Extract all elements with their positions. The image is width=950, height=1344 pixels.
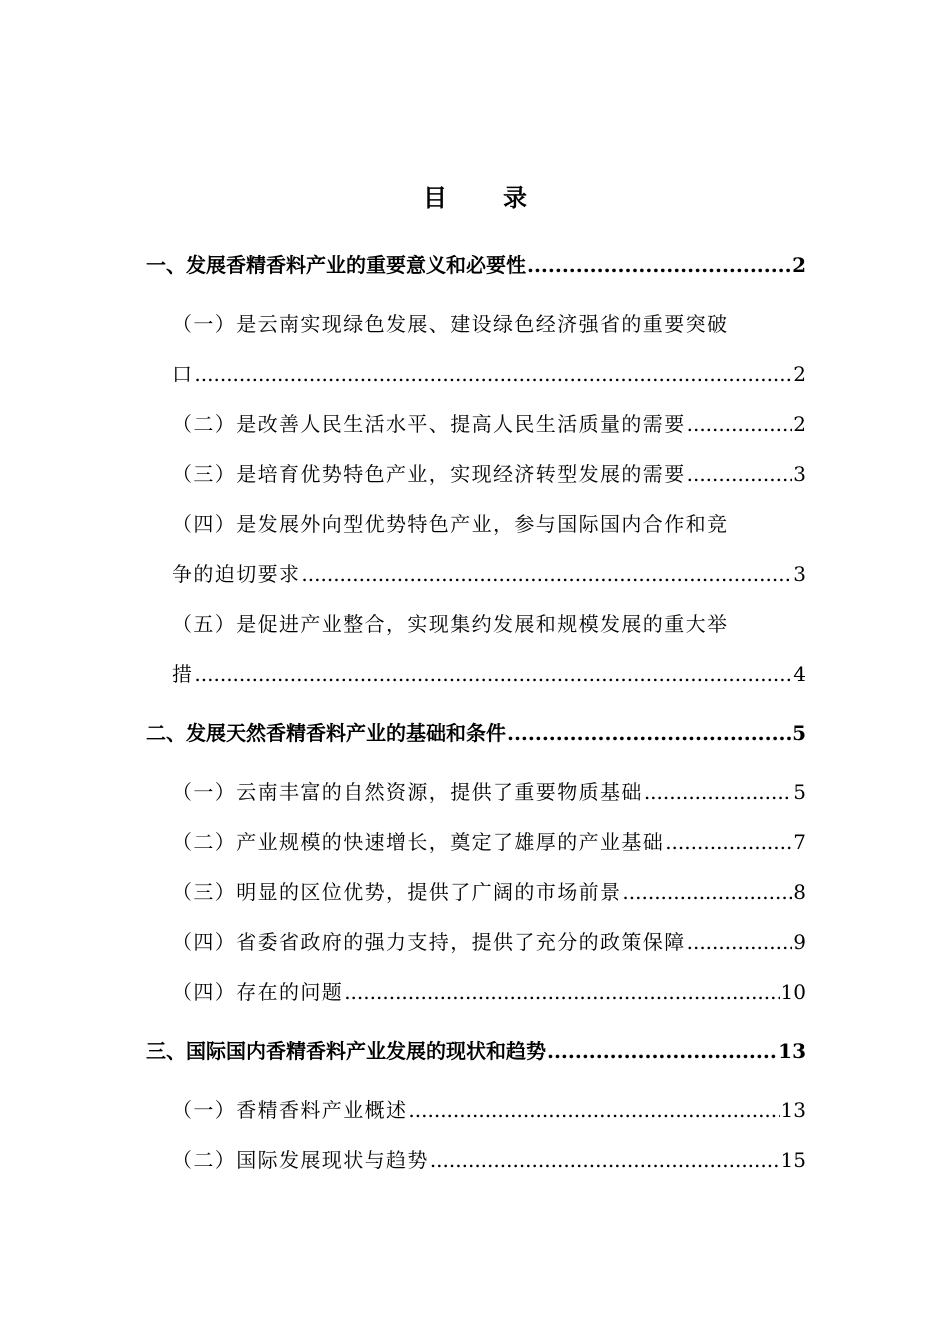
- toc-page-number: 3: [793, 562, 806, 586]
- dot-leader: [687, 917, 793, 967]
- dot-leader: [194, 649, 792, 699]
- toc-entry-text: 三、国际国内香精香料产业发展的现状和趋势: [146, 1039, 546, 1063]
- dot-leader: [527, 240, 791, 290]
- toc-entry-text-line1: （五）是促进产业整合，实现集约发展和规模发展的重大举: [172, 612, 729, 636]
- toc-entry-text: 二、发展天然香精香料产业的基础和条件: [146, 721, 506, 745]
- toc-page-number: 9: [793, 930, 806, 954]
- toc-page-number: 4: [793, 662, 806, 686]
- toc-entry-text: （四）存在的问题: [172, 980, 344, 1004]
- toc-page-number: 2: [793, 362, 806, 386]
- page-title: 目 录: [423, 183, 543, 212]
- toc-page-number: 8: [793, 880, 806, 904]
- toc-entry-text: （四）省委省政府的强力支持，提供了充分的政策保障: [172, 930, 686, 954]
- toc-entry-text: （三）是培育优势特色产业，实现经济转型发展的需要: [172, 462, 686, 486]
- dot-leader: [507, 708, 791, 758]
- toc-page-number: 7: [793, 830, 806, 854]
- toc-subsection-entry[interactable]: [146, 499, 806, 599]
- toc-page-number: 10: [780, 980, 806, 1004]
- toc-entry-text: （一）香精香料产业概述: [172, 1098, 408, 1122]
- dot-leader: [687, 399, 793, 449]
- dot-leader: [430, 1135, 780, 1185]
- dot-leader: [665, 817, 792, 867]
- toc-page-number: 2: [793, 412, 806, 436]
- toc-page-number: 5: [793, 780, 806, 804]
- toc-subsection-entry[interactable]: [146, 867, 806, 917]
- dot-leader: [644, 767, 792, 817]
- toc-entry-text: 措: [172, 662, 194, 686]
- toc-section-entry[interactable]: [146, 1026, 806, 1076]
- toc-page-number: 5: [792, 721, 806, 745]
- toc-entry-text: （三）明显的区位优势，提供了广阔的市场前景: [172, 880, 622, 904]
- dot-leader: [622, 867, 792, 917]
- dot-leader: [194, 349, 792, 399]
- toc-page-number: 2: [792, 253, 806, 277]
- toc-subsection-entry[interactable]: [146, 917, 806, 967]
- toc-page-number: 13: [780, 1098, 806, 1122]
- toc-subsection-entry[interactable]: [146, 967, 806, 1017]
- toc-entry-text: （二）产业规模的快速增长，奠定了雄厚的产业基础: [172, 830, 665, 854]
- toc-subsection-entry[interactable]: [146, 599, 806, 699]
- dot-leader: [408, 1085, 779, 1135]
- toc-subsection-entry[interactable]: [146, 449, 806, 499]
- toc-section-entry[interactable]: [146, 708, 806, 758]
- toc-entry-text: 争的迫切要求: [172, 562, 301, 586]
- toc-section-entry[interactable]: [146, 240, 806, 290]
- toc-entry-text-line1: （四）是发展外向型优势特色产业，参与国际国内合作和竞: [172, 512, 729, 536]
- toc-subsection-entry[interactable]: [146, 1135, 806, 1185]
- table-of-contents: [146, 240, 806, 1185]
- toc-entry-text: 口: [172, 362, 194, 386]
- toc-entry-text: （一）云南丰富的自然资源，提供了重要物质基础: [172, 780, 643, 804]
- dot-leader: [344, 967, 779, 1017]
- toc-subsection-entry[interactable]: [146, 817, 806, 867]
- toc-page-number: 13: [778, 1039, 806, 1063]
- toc-entry-text: 一、发展香精香料产业的重要意义和必要性: [146, 253, 526, 277]
- toc-entry-text: （二）国际发展现状与趋势: [172, 1148, 429, 1172]
- toc-subsection-entry[interactable]: [146, 1085, 806, 1135]
- dot-leader: [547, 1026, 777, 1076]
- toc-subsection-entry[interactable]: [146, 299, 806, 399]
- toc-page-number: 3: [793, 462, 806, 486]
- toc-subsection-entry[interactable]: [146, 767, 806, 817]
- dot-leader: [301, 549, 792, 599]
- toc-page-number: 15: [780, 1148, 806, 1172]
- toc-subsection-entry[interactable]: [146, 399, 806, 449]
- dot-leader: [687, 449, 793, 499]
- toc-entry-text: （二）是改善人民生活水平、提高人民生活质量的需要: [172, 412, 686, 436]
- toc-entry-text-line1: （一）是云南实现绿色发展、建设绿色经济强省的重要突破: [172, 312, 729, 336]
